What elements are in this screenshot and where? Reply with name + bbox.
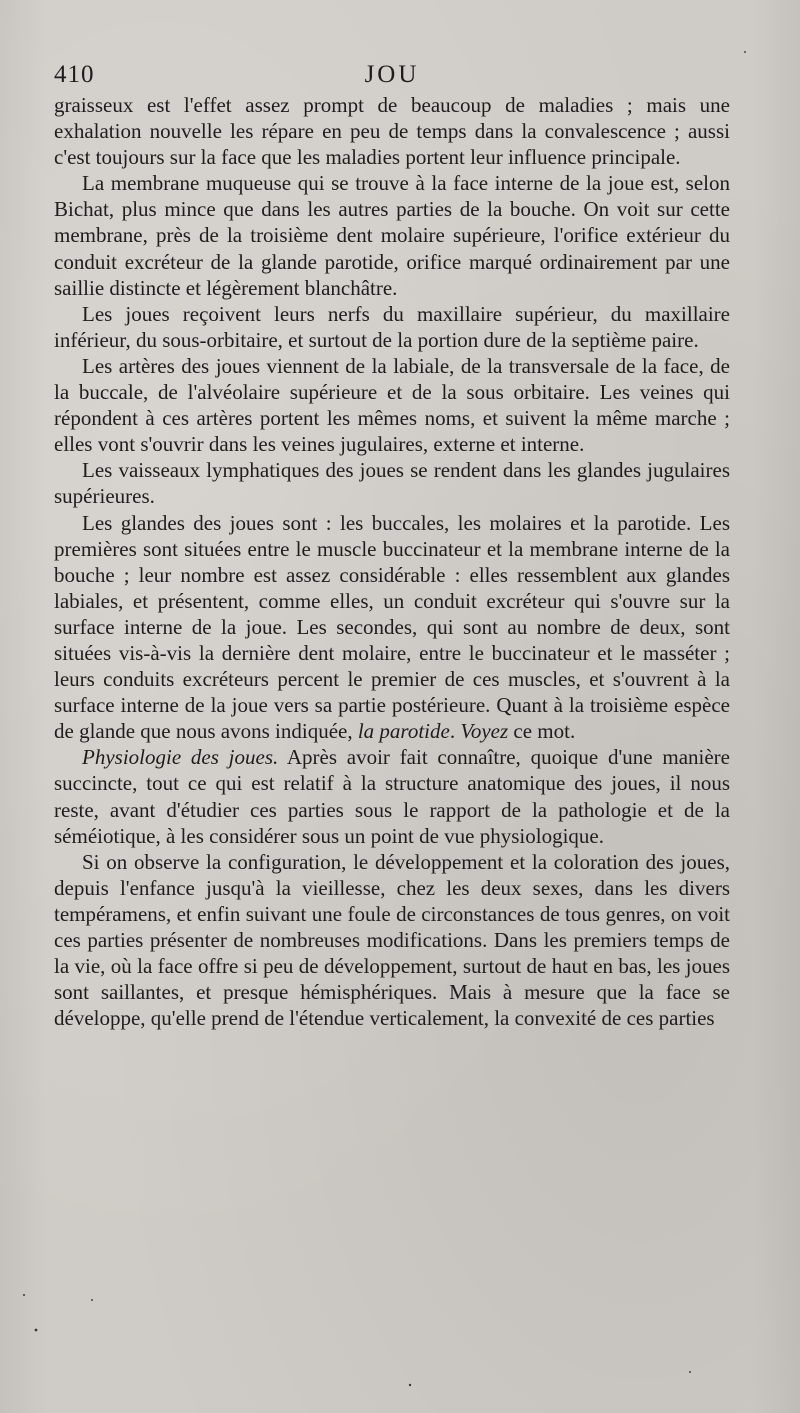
paragraph (54, 170, 730, 300)
paragraph-text: Les vaisseaux lymphatiques des joues se rendent dans les glandes jugulaires supérieures. (54, 458, 730, 509)
paragraph (54, 92, 730, 170)
paragraph (54, 849, 730, 1032)
body-text (54, 92, 730, 1031)
paragraph (54, 353, 730, 457)
paragraph-text: ce mot. (508, 719, 576, 744)
paragraph-text: La membrane muqueuse qui se trouve à la face interne de la joue est, selon Bichat, plus mince que dans les autres parties de la bouche. On voit sur cette membrane, près de la troisième dent molaire supérieure, l'orifice extérieur du conduit excréteur de la glande parotide, orifice marqué ordinairement par une saillie distincte et légèrement blanchâtre. (54, 171, 730, 300)
italic-term: la parotide (357, 719, 450, 744)
paragraph-text: Si on observe la configuration, le développement et la coloration des joues, depuis l'enfance jusqu'à la vieillesse, chez les deux sexes, dans les divers tempéramens, et enfin suivant une foule de circonstances de tous genres, on voit ces parties présenter de nombreuses modifications. Dans les premiers temps de la vie, où la face offre si peu de développement, surtout de haut en bas, les joues sont saillantes, et presque hémisphériques. Mais à mesure que la face se développe, qu'elle prend de l'étendue verticalement, la convexité de ces parties (54, 849, 730, 1031)
paragraph (54, 457, 730, 509)
running-head (54, 58, 730, 92)
paragraph-text: Après avoir fait connaître, quoique d'une manière succincte, tout ce qui est relatif à la structure anatomique des joues, il nous reste, avant d'étudier ces parties sous le rapport de la pathologie et de la séméiotique, à les considérer sous un point de vue physiologique. (54, 745, 730, 848)
paragraph-text: graisseux est l'effet assez prompt de beaucoup de maladies ; mais une exhalation nouvelle les répare en peu de temps dans la convalescence ; aussi c'est toujours sur la face que les maladies portent leur influence principale. (54, 93, 730, 170)
paragraph-text: Les joues reçoivent leurs nerfs du maxillaire supérieur, du maxillaire inférieur, du sous-orbitaire, et surtout de la portion dure de la septième paire. (54, 301, 730, 352)
paragraph-text: Les glandes des joues sont : les buccales, les molaires et la parotide. Les premières sont situées entre le muscle buccinateur et la membrane interne de la bouche ; leur nombre est assez considérable : elles ressemblent aux glandes labiales, et présentent, comme elles, un conduit excréteur qui s'ouvre sur la surface interne de la joue. Les secondes, qui sont au nombre de deux, sont situées vis-à-vis la dernière dent molaire, entre le buccinateur et le masséter ; leurs conduits excréteurs percent le premier de ces muscles, et s'ouvrent à la surface interne de la joue vers sa partie postérieure. Quant à la troisième espèce de glande que nous avons indiquée, (54, 510, 730, 744)
running-title: JOU (364, 61, 420, 88)
book-page (54, 58, 730, 1031)
section-heading: Physiologie des joues. (82, 745, 279, 770)
cross-reference: Voyez (460, 719, 509, 744)
paragraph (54, 301, 730, 353)
paragraph-text: . (449, 719, 461, 744)
page-number: 410 (54, 61, 95, 88)
paragraph-text: Les artères des joues viennent de la labiale, de la transversale de la face, de la buccale, de l'alvéolaire supérieure et de la sous orbitaire. Les veines qui répondent à ces artères portent les mêmes noms, et suivent la même marche ; elles vont s'ouvrir dans les veines jugulaires, externe et interne. (54, 353, 730, 457)
paragraph (54, 744, 730, 848)
paragraph (54, 510, 730, 745)
